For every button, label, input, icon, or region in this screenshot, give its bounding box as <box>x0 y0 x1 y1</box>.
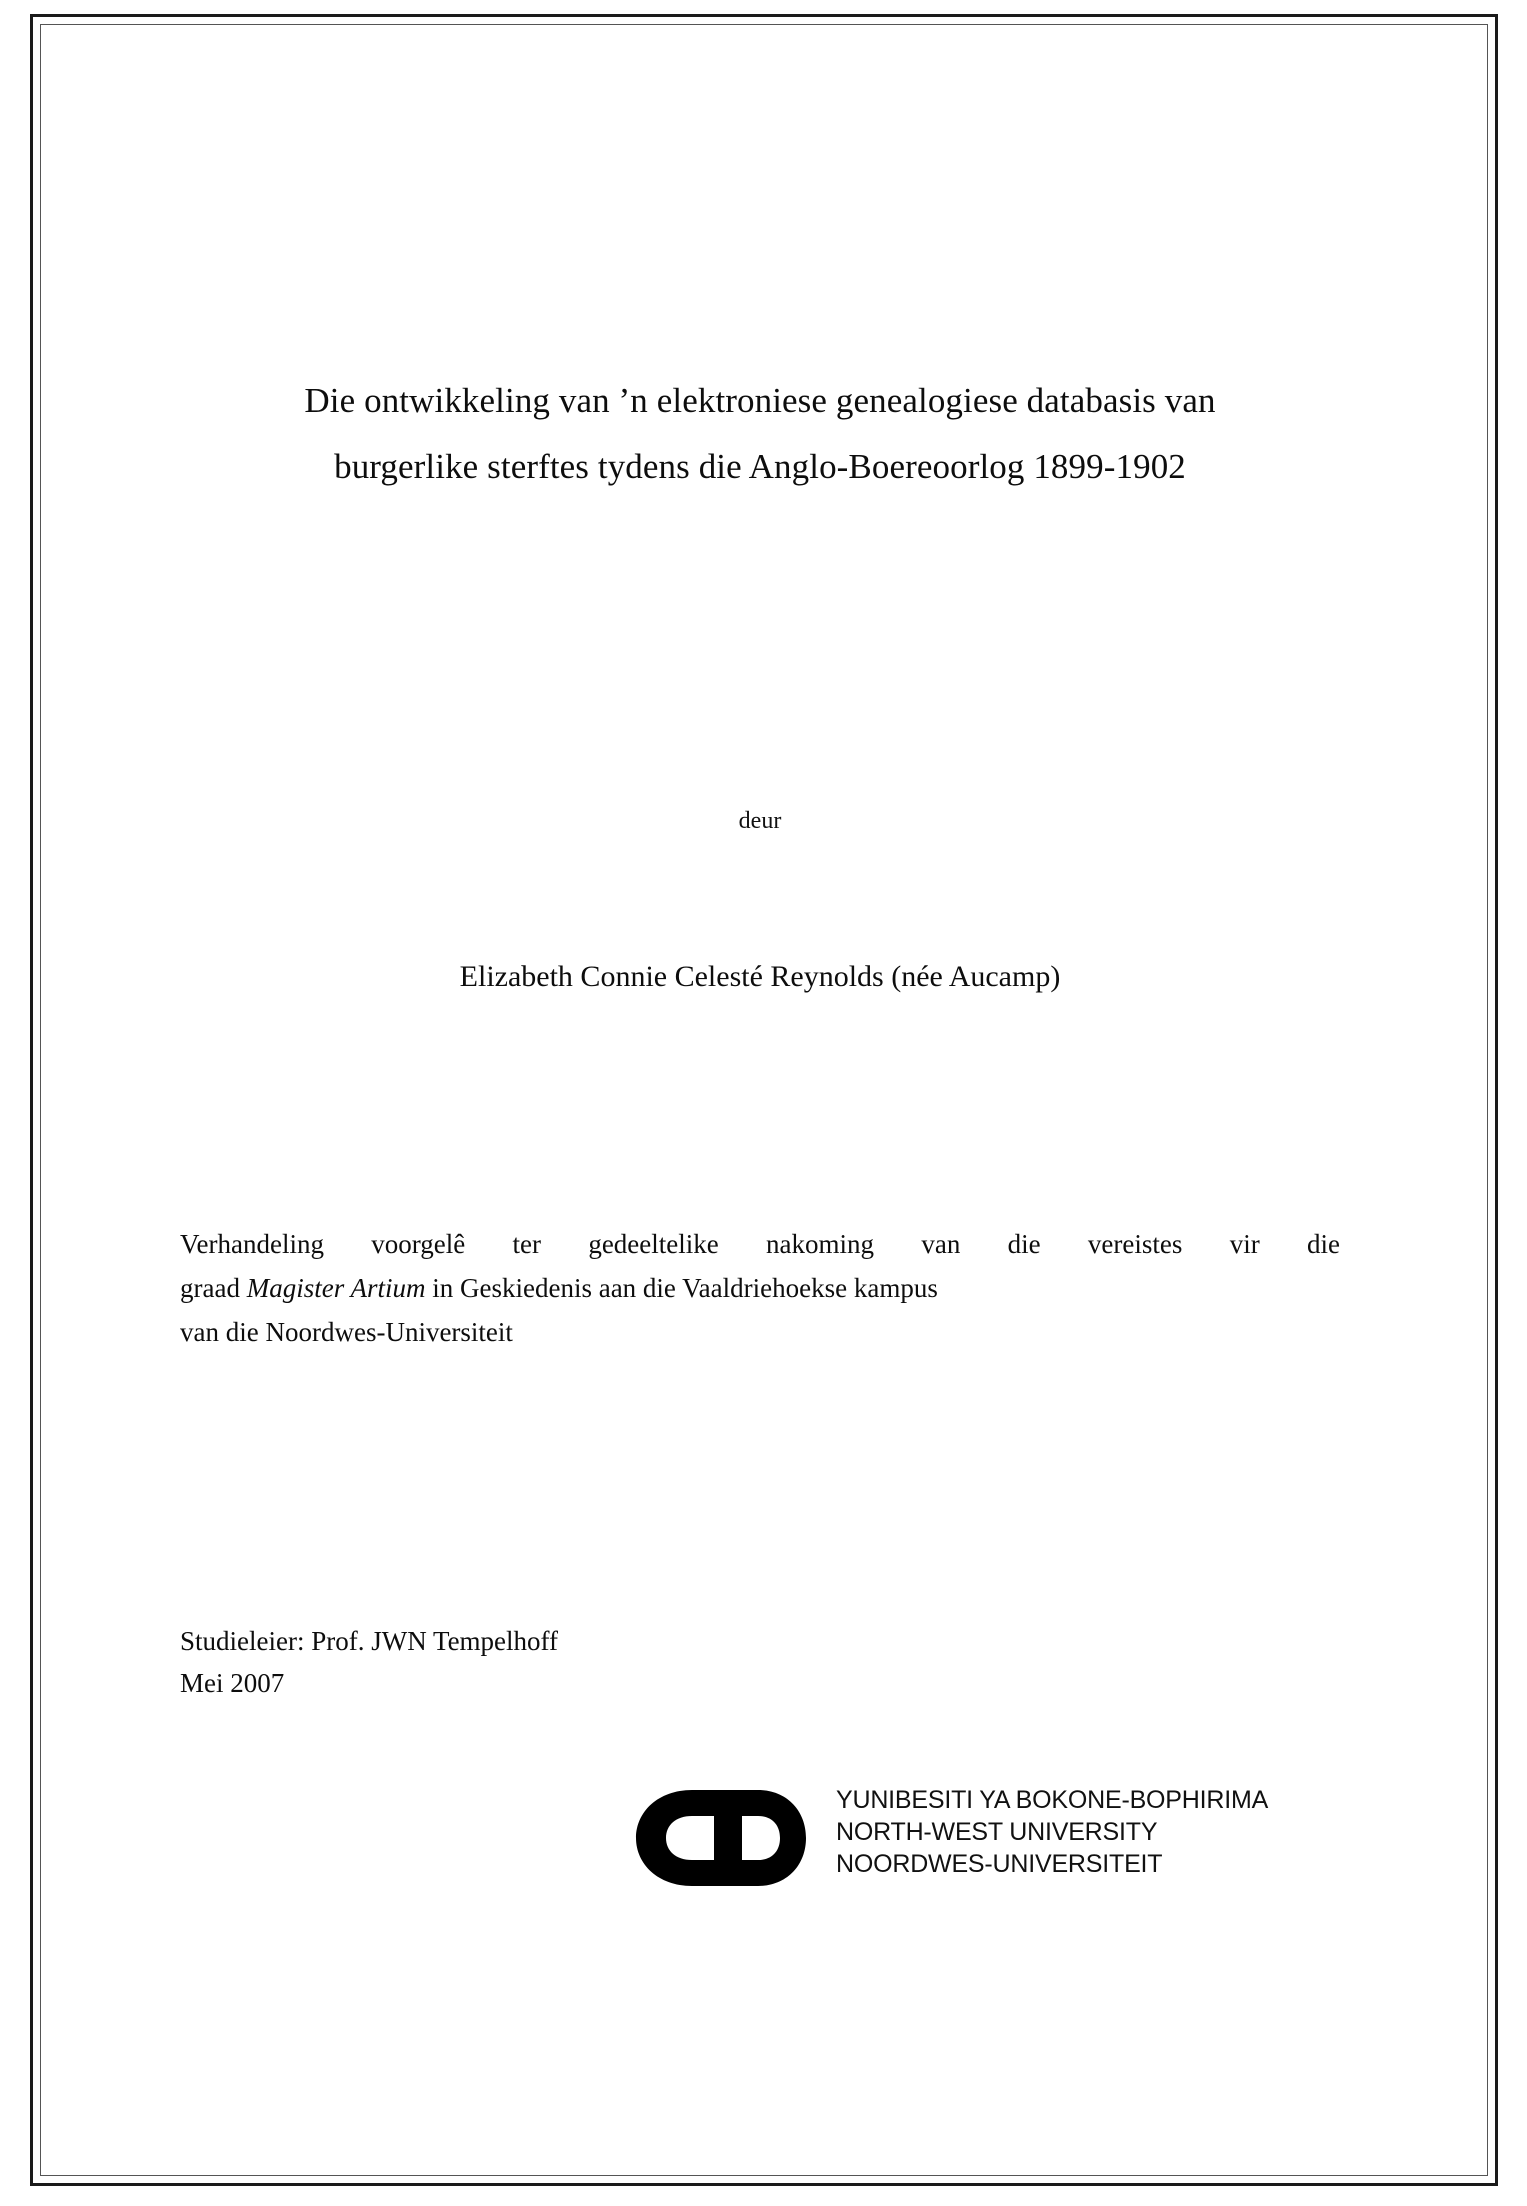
page-content <box>170 0 1350 2206</box>
date-line: Mei 2007 <box>180 1668 285 1698</box>
logo-text-line-3: NOORDWES-UNIVERSITEIT <box>836 1850 1163 1878</box>
logo-text-line-1: YUNIBESITI YA BOKONE-BOPHIRIMA <box>836 1786 1269 1814</box>
author-name: Elizabeth Connie Celesté Reynolds (née Aucamp) <box>459 960 1061 993</box>
submission-line-1: Verhandeling voorgelê ter gedeeltelike nakoming van die vereistes vir die <box>180 1229 1340 1259</box>
submission-statement <box>180 1222 1340 1354</box>
university-logo <box>470 1782 1269 1902</box>
submission-line-2-suffix: in Geskiedenis aan die Vaaldriehoekse kampus <box>425 1273 938 1303</box>
author-label: deur <box>738 808 782 834</box>
nwu-logo-icon <box>630 1784 820 1892</box>
supervisor-line: Studieleier: Prof. JWN Tempelhoff <box>180 1626 559 1656</box>
supervisor-block <box>180 1620 1180 1704</box>
title-line-2: burgerlike sterftes tydens die Anglo-Boereoorlog 1899-1902 <box>334 447 1186 486</box>
logo-text-line-2: NORTH-WEST UNIVERSITY <box>836 1818 1158 1846</box>
page-title <box>170 368 1350 500</box>
submission-line-2-prefix: graad <box>180 1273 247 1303</box>
submission-line-3: van die Noordwes-Universiteit <box>180 1317 513 1347</box>
degree-name: Magister Artium <box>246 1273 426 1303</box>
submission-line-2 <box>180 1266 1340 1310</box>
university-logo-text <box>836 1784 1268 1880</box>
title-line-1: Die ontwikkeling van ’n elektroniese genealogiese databasis van <box>304 381 1216 420</box>
